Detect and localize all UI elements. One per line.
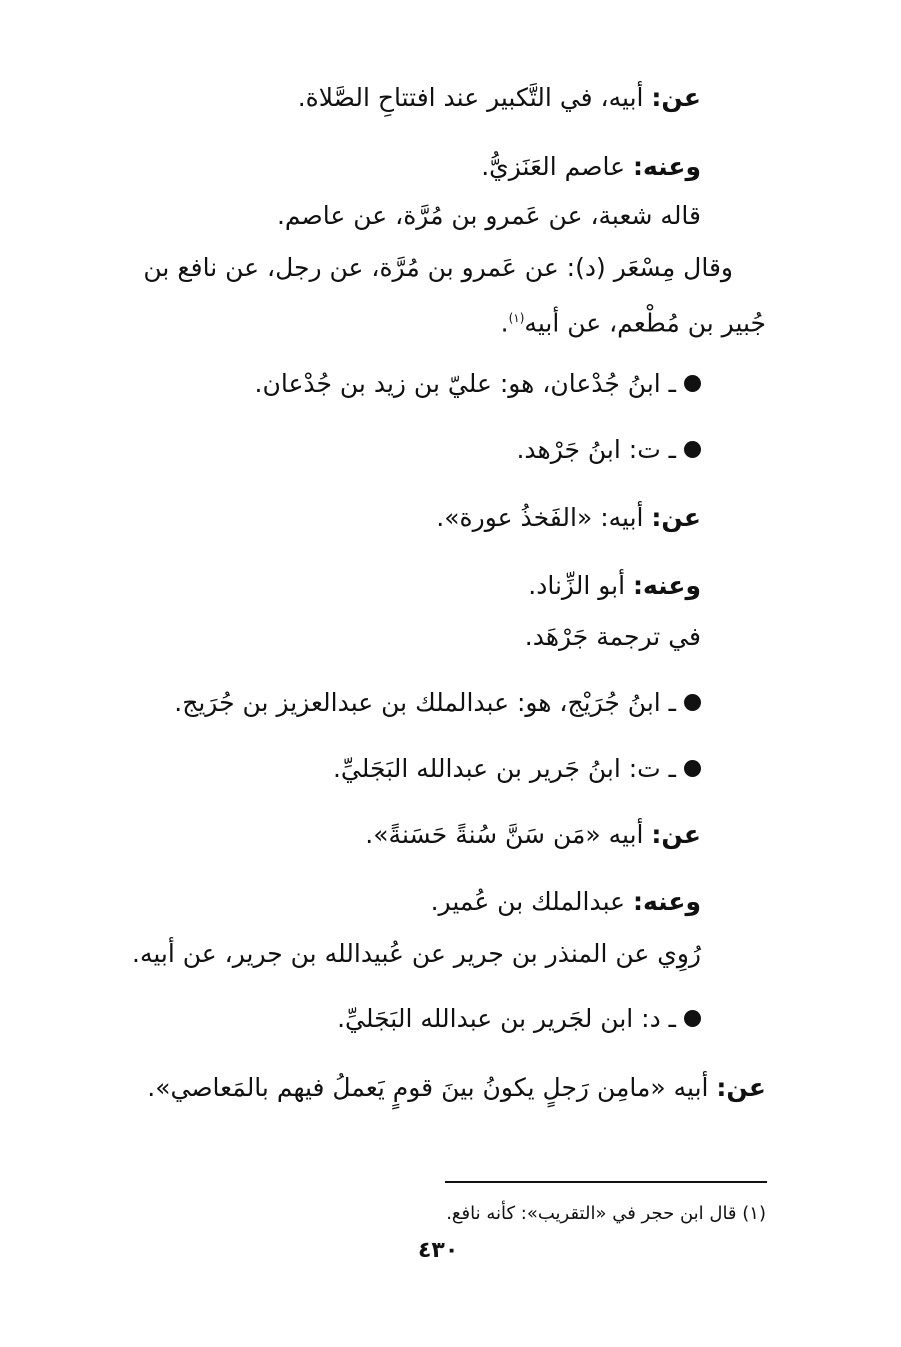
bullet-icon — [684, 760, 701, 777]
label-an: عن: — [651, 503, 701, 532]
line-text: ـ ابنُ جُرَيْج، هو: عبدالملك بن عبدالعزيز بن جُرَيج. — [174, 688, 676, 717]
line-text: ـ ابنُ جُدْعان، هو: عليّ بن زيد بن جُدْعان. — [254, 369, 676, 398]
line-text: قاله شعبة، عن عَمرو بن مُرَّة، عن عاصم. — [276, 201, 701, 230]
bullet-icon — [684, 1010, 701, 1027]
text-line-5 — [501, 298, 766, 343]
text-line-17 — [147, 1068, 766, 1108]
bullet-icon — [684, 375, 701, 392]
line-text: أبيه: «الفَخذُ عورة». — [436, 503, 652, 532]
footnote-text: (١) قال ابن حجر في «التقريب»: كأنه نافع. — [446, 1203, 766, 1224]
line-text: عبدالملك بن عُمير. — [430, 887, 634, 916]
text-line-2 — [481, 147, 701, 187]
line-text: ـ ت: ابنُ جَرير بن عبدالله البَجَليِّ. — [332, 754, 676, 783]
line-text: في ترجمة جَرْهَد. — [524, 622, 701, 651]
text-line-8 — [436, 498, 701, 538]
bullet-line-3 — [174, 683, 701, 723]
line-text: أبيه «مامِن رَجلٍ يكونُ بينَ قومٍ يَعملُ فيهم بالمَعاصي». — [147, 1073, 717, 1102]
line-text: وقال مِسْعَر (د): عن عَمرو بن مُرَّة، عن رجل، عن نافع بن — [143, 253, 733, 282]
text-line-9 — [528, 566, 701, 606]
page-number: ٤٣٠ — [418, 1238, 459, 1263]
bullet-line-5 — [337, 999, 701, 1039]
label-an: عن: — [716, 1073, 766, 1102]
label-wanhu: وعنه: — [633, 152, 701, 181]
line-text: ـ ت: ابنُ جَرْهد. — [516, 435, 676, 464]
text-line-14 — [431, 882, 701, 922]
bullet-line-4 — [333, 749, 701, 789]
text-line-15 — [132, 934, 701, 974]
line-end: . — [500, 308, 509, 338]
text-line-4 — [143, 248, 733, 288]
text-line-13 — [365, 815, 701, 855]
text-line-3 — [277, 196, 701, 236]
line-text: ـ د: ابن لجَرير بن عبدالله البَجَليِّ. — [337, 1004, 676, 1033]
text-line-1 — [298, 78, 701, 118]
label-wanhu: وعنه: — [633, 571, 701, 600]
bullet-icon — [684, 441, 701, 458]
line-text: أبيه «مَن سَنَّ سُنةً حَسَنةً». — [365, 820, 652, 849]
line-text: رُوِي عن المنذر بن جرير عن عُبيدالله بن جرير، عن أبيه. — [132, 939, 701, 968]
bullet-line-2 — [516, 430, 701, 470]
bullet-icon — [684, 694, 701, 711]
bullet-line-1 — [255, 364, 701, 404]
line-text: أبو الزِّناد. — [528, 571, 634, 600]
line-text: جُبير بن مُطْعم، عن أبيه — [524, 308, 766, 338]
label-an: عن: — [651, 83, 701, 112]
text-line-10 — [525, 617, 701, 657]
line-text: عاصم العَنَزيُّ. — [481, 152, 634, 181]
footnote-separator — [445, 1181, 767, 1183]
label-an: عن: — [651, 820, 701, 849]
footnote-ref: (١) — [508, 311, 525, 325]
label-wanhu: وعنه: — [633, 887, 701, 916]
line-text: أبيه، في التَّكبير عند افتتاحِ الصَّلاة. — [297, 83, 652, 112]
